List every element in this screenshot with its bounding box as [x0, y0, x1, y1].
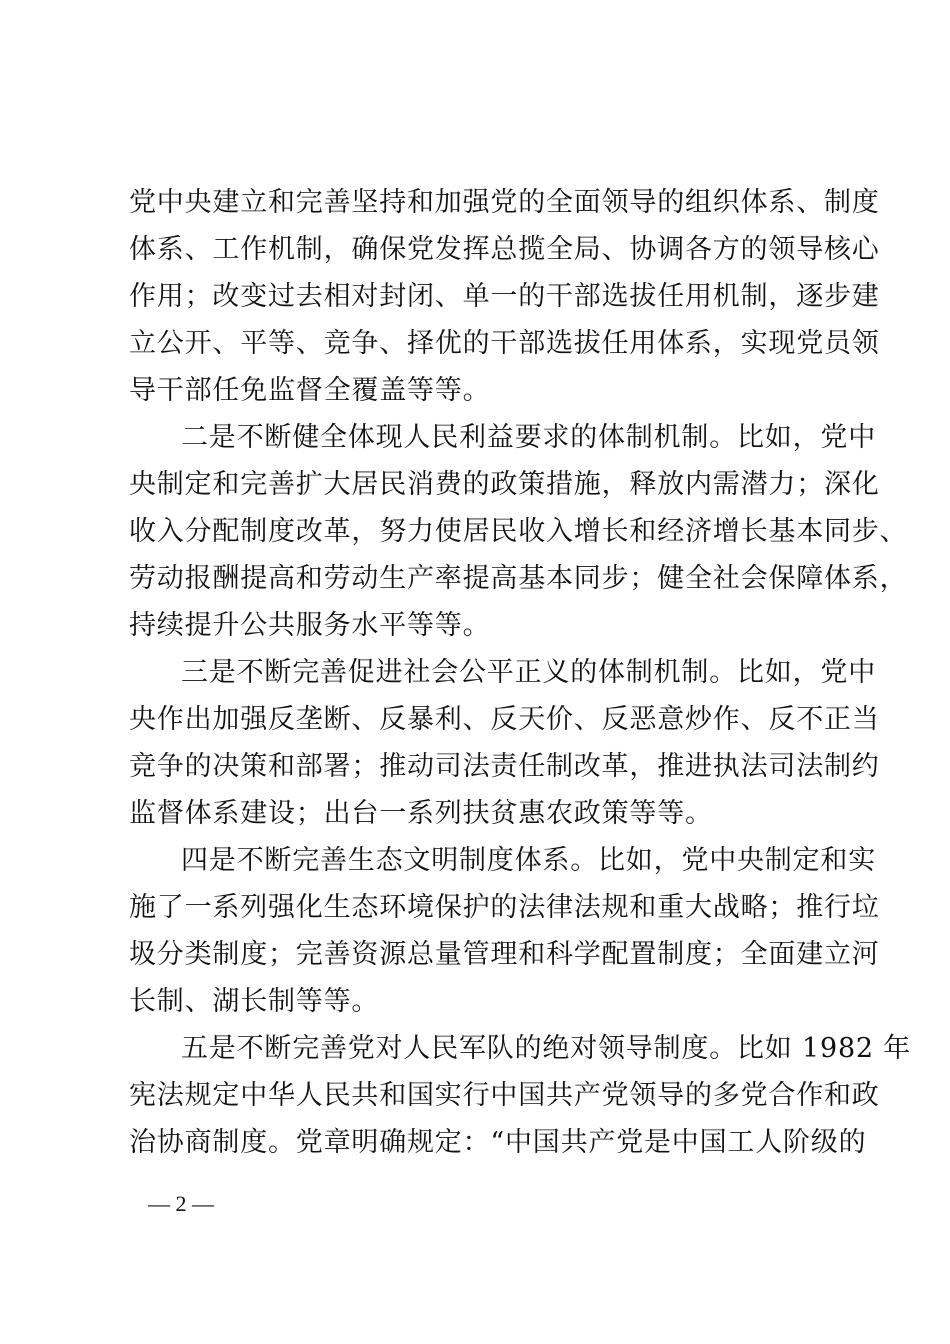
body-text-line: 长制、湖长制等等。 — [129, 986, 380, 1017]
body-text-line: 央作出加强反垄断、反暴利、反天价、反恶意炒作、反不正当 — [129, 704, 880, 735]
body-text-line: 竞争的决策和部署；推动司法责任制改革，推进执法司法制约 — [129, 751, 880, 782]
body-text-line: 作用；改变过去相对封闭、单一的干部选拔任用机制，逐步建 — [129, 281, 880, 312]
body-text-line: 体系、工作机制，确保党发挥总揽全局、协调各方的领导核心 — [129, 234, 880, 265]
paragraph-start-line: 五是不断完善党对人民军队的绝对领导制度。比如 1982 年 — [181, 1033, 912, 1064]
body-text-line: 监督体系建设；出台一系列扶贫惠农政策等等。 — [129, 798, 713, 829]
body-text-line: 立公开、平等、竞争、择优的干部选拔任用体系，实现党员领 — [129, 328, 880, 359]
body-text-line: 劳动报酬提高和劳动生产率提高基本同步；健全社会保障体系， — [129, 563, 908, 594]
body-text-line: 持续提升公共服务水平等等。 — [129, 610, 491, 641]
body-text-line: 导干部任免监督全覆盖等等。 — [129, 375, 491, 406]
body-text-line: 宪法规定中华人民共和国实行中国共产党领导的多党合作和政 — [129, 1080, 880, 1111]
body-text-line: 治协商制度。党章明确规定：“中国共产党是中国工人阶级的 — [129, 1127, 867, 1158]
paragraph-start-line: 三是不断完善促进社会公平正义的体制机制。比如，党中 — [181, 657, 876, 688]
body-text-line: 收入分配制度改革，努力使居民收入增长和经济增长基本同步、 — [129, 516, 908, 547]
paragraph-start-line: 四是不断完善生态文明制度体系。比如，党中央制定和实 — [181, 845, 876, 876]
page-number: — 2 — — [148, 1191, 214, 1216]
body-text-line: 央制定和完善扩大居民消费的政策措施，释放内需潜力；深化 — [129, 469, 880, 500]
body-text-line: 党中央建立和完善坚持和加强党的全面领导的组织体系、制度 — [129, 187, 880, 218]
body-text-line: 圾分类制度；完善资源总量管理和科学配置制度；全面建立河 — [129, 939, 880, 970]
paragraph-start-line: 二是不断健全体现人民利益要求的体制机制。比如，党中 — [181, 422, 876, 453]
body-text-line: 施了一系列强化生态环境保护的法律法规和重大战略；推行垃 — [129, 892, 880, 923]
